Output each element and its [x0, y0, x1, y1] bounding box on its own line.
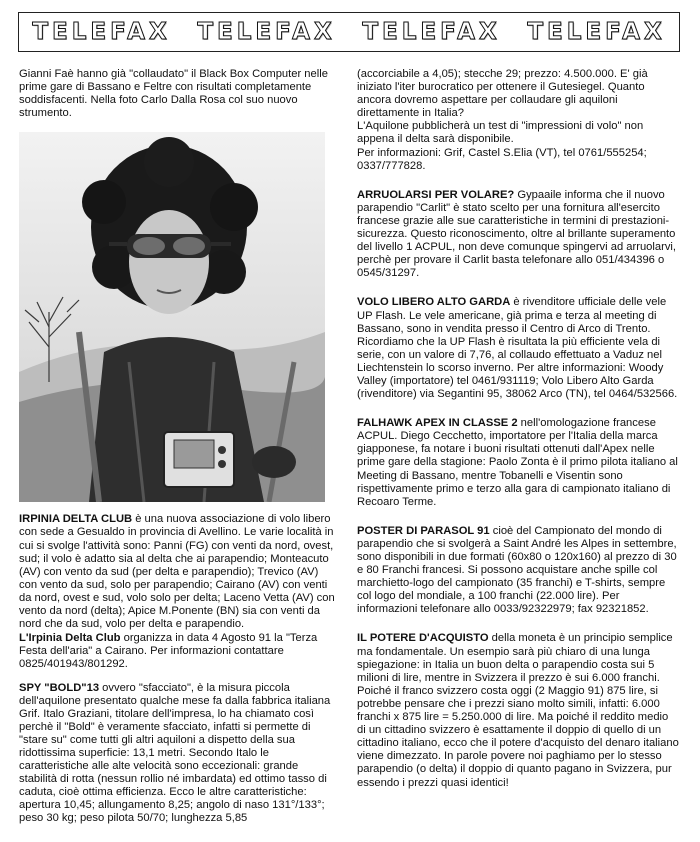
- banner-word: TELEFAX: [527, 19, 666, 45]
- spy-bold-article: [19, 682, 337, 826]
- falhawk-body: nell'omologazione francese ACPUL. Diego Cecchetto, importatore per l'Italia della marca giapponese, fa notare i buoni risultati ottenuti dall'Apex nelle prime gare della stagione: Paolo Zonta è il primo pilota italiano al Meeting di Bassano, mentre Tobanelli e Visentin sono rispettivamente primo e terzo alla gara di campionato italiano di Recoaro Terme.: [357, 417, 678, 508]
- banner-word: TELEFAX: [32, 19, 171, 45]
- left-column: [19, 68, 337, 836]
- spy-bold-contact: Per informazioni: Grif, Castel S.Elia (VT), tel 0761/555254; 0337/777828.: [357, 146, 647, 172]
- arruolarsi-article: [357, 189, 679, 281]
- arruolarsi-heading: ARRUOLARSI PER VOLARE?: [357, 188, 515, 201]
- poster-heading: POSTER DI PARASOL 91: [357, 524, 490, 537]
- irpinia-club-article: [19, 632, 337, 671]
- irpinia-club-heading: L'Irpinia Delta Club: [19, 632, 121, 645]
- irpinia-heading: IRPINIA DELTA CLUB: [19, 513, 133, 526]
- poster-article: [357, 525, 679, 617]
- irpinia-club-body: organizza in data 4 Agosto 91 la "Terza Festa dell'aria" a Cairano. Per informazioni contattare 0825/401943/801292.: [19, 632, 318, 671]
- banner-word: TELEFAX: [362, 19, 501, 45]
- falhawk-heading: FALHAWK APEX IN CLASSE 2: [357, 417, 518, 430]
- spy-bold-heading: SPY "BOLD"13: [19, 681, 100, 694]
- pilot-photo-illustration: [19, 132, 325, 502]
- garda-body: è rivenditore ufficiale delle vele UP Flash. Le vele americane, già prima e terza al meeting di Bassano, sono in vendita presso il Centro di Arco di Trento. Ricordiamo che la UP Flash è risultata la più efficiente vela di serie, con un valore di 7,76, al collaudo effettuato a Vaduz nel Liechtenstein lo scorso inverno. Per altre informazioni: Woody Valley (importatore) tel 0461/931119; Volo Libero Alto Garda (rivenditore) via Segantini 95, 38062 Arco (TN), tel 0464/532566.: [357, 296, 678, 401]
- poster-body: cioè del Campionato del mondo di parapendio che si svolgerà a Saint André les Alpes in settembre, sono disponibili in due formati (60x80 o 120x160) al prezzo di 30 e 80 Franchi francesi. Si possono acquistare anche spille col marchietto-logo del campionato (35 franchi) e T-shirts, sempre col logo del mondiale, a 100 franchi (22.000 lire). Per informazioni telefonare allo 0033/92322979; fax 92321852.: [357, 524, 677, 616]
- potere-heading: IL POTERE D'ACQUISTO: [357, 632, 489, 645]
- photo-intro-text: Gianni Faè hanno già "collaudato" il Black Box Computer nelle prime gare di Bassano e Feltre con risultati completamente soddisfacenti. Nella foto Carlo Dalla Rosa col suo nuovo strumento.: [19, 68, 328, 120]
- spy-bold-test-note: L'Aquilone pubblicherà un test di "impressioni di volo" non appena il delta sarà disponibile.: [357, 120, 644, 146]
- potere-body: della moneta è un principio semplice ma fondamentale. Un esempio sarà più chiaro di una lunga spiegazione: in Italia un buon delta o parapendio costa sui 5 milioni di lire, mentre in Svizzera il prezzo è sui 6.000 franchi. Poiché il franco svizzero costa oggi (2 Maggio 91) 875 lire, si potrebbe pensare che i prezzi siano molto simili, infatti: 6.000 franchi x 875 lire = 5.250.000 di lire. Ma poiché il reddito medio di un cittadino svizzero è esattamente il doppio di quello di un cittadino italiano, ecco che il potere d'acquisto del denaro italiano viene dimezzato. In parole povere noi paghiamo per lo stesso parapendio (o delta) il doppio di quanto pagano in Svizzera, pur essendo i prezzi quasi identici!: [357, 632, 679, 789]
- falhawk-article: [357, 417, 679, 509]
- garda-heading: VOLO LIBERO ALTO GARDA: [357, 296, 511, 309]
- right-column: [357, 68, 679, 800]
- spy-bold-body: ovvero "sfacciato", è la misura piccola dell'aquilone presentato qualche mese fa dalla fabbrica italiana Grif. Italo Graziani, titolare dell'impresa, lo ha chiamato così perchè il "Bold" è veramente sfacciato, infatti si permette di "stare su" come tutti gli altri aquiloni a dispetto della sua ridottissima superficie: 13,1 metri. Secondo Italo le caratteristiche alle alte velocità sono eccezionali: grande stabilità di rotta (nessun rollio né imbardata) ed ottimo tasso di caduta, cioè ottima efficienza. Ecco le altre caratteristiche: apertura 10,45; allungamento 8,25; angolo di naso 131°/133°; peso 30 kg; peso pilota 50/70; lunghezza 5,85: [19, 681, 331, 825]
- garda-article: [357, 296, 679, 401]
- irpinia-article: [19, 513, 337, 631]
- pilot-photo: [19, 132, 325, 502]
- potere-article: [357, 632, 679, 789]
- irpinia-body: è una nuova associazione di volo libero con sede a Gesualdo in provincia di Avellino. Le varie località in cui si svolge l'attività sono: Panni (FG) con venti da nord, ovest, sud; il volo è adatto sia al delta che ai parapendio; Monteacuto (AV) con vento da sud (per delta e parapendio); Trevico (AV) con vento da sud, solo per parapendio; Cairano (AV) con venti da nord, ovest e sud, volo solo per delta; Laceno Vetta (AV) con vento da nord (delta); Apice M.Ponente (BN) sia con venti da nord che da sud, volo per delta e parapendio.: [19, 513, 335, 631]
- arruolarsi-body: Gypaaile informa che il nuovo parapendio "Carlit" è stato scelto per una fornitura all'esercito francese grazie alle sue caratteristiche in termini di prestazioni-sicurezza. Questo riconoscimento, oltre al brillante superamento del livello 1 ACPUL, non deve comunque spingervi ad arruolarvi, perchè per provare il Carlit basta telefonare allo 051/434396 o 0545/31297.: [357, 188, 677, 280]
- telefax-banner: [18, 12, 680, 52]
- spy-bold-continued: (accorciabile a 4,05); stecche 29; prezzo: 4.500.000. E' già iniziato l'iter burocratico per ottenere il Gutesiegel. Quanto ancora dovremo aspettare per collaudare gli aquiloni direttamente in Italia?: [357, 68, 648, 120]
- banner-word: TELEFAX: [197, 19, 336, 45]
